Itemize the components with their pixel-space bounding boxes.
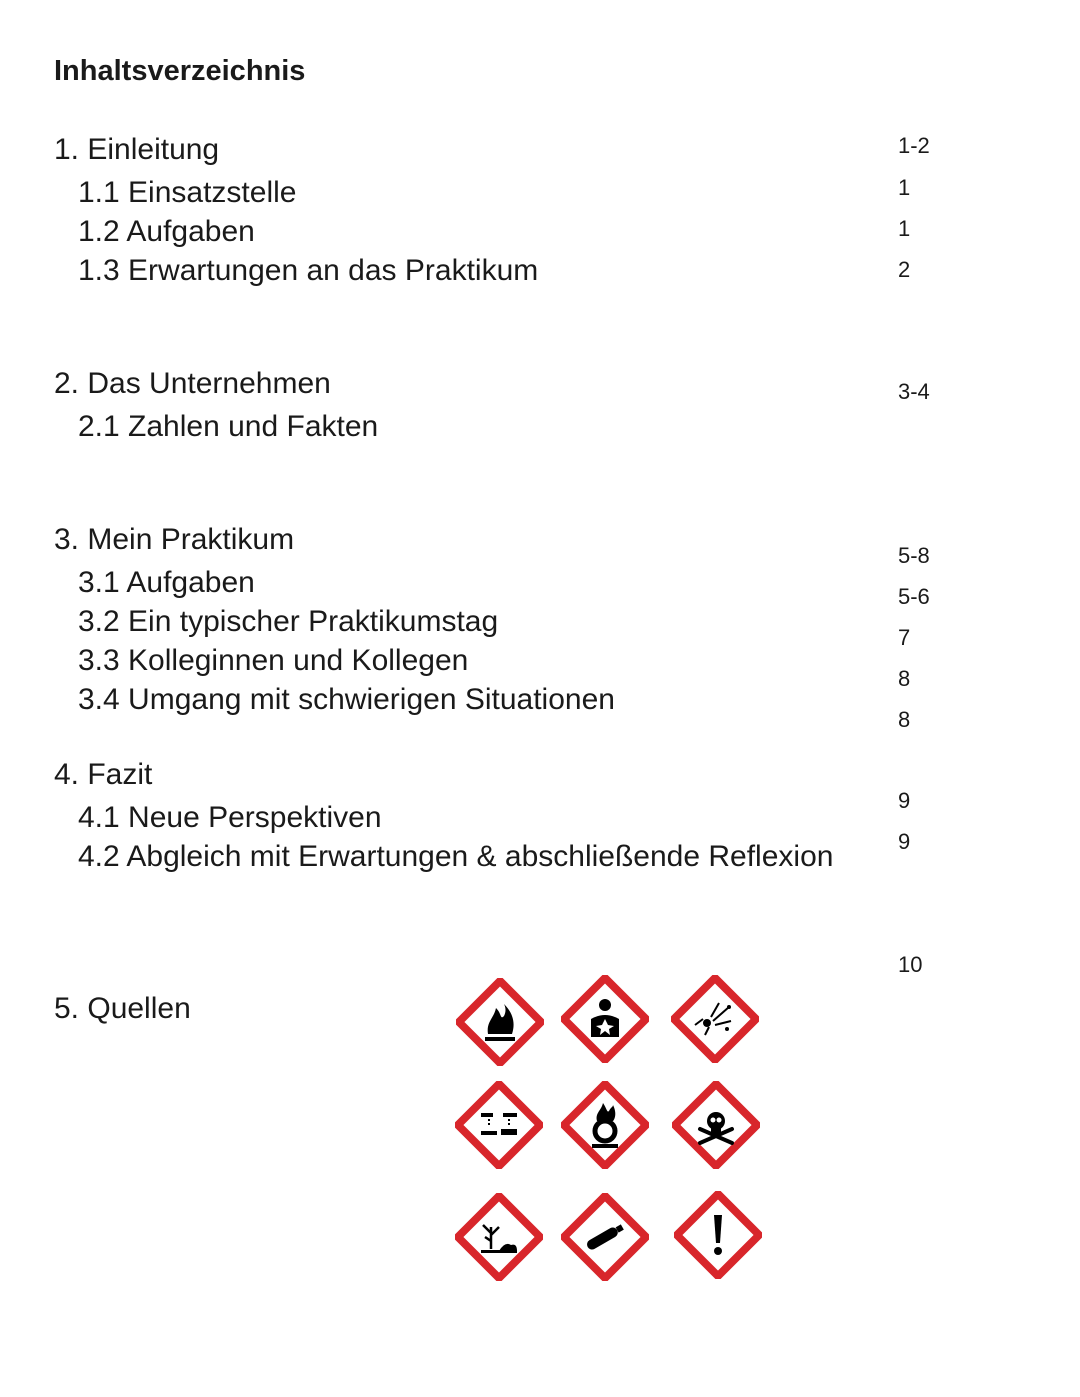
toc-page-1-3: 2 [898,257,911,282]
toc-section-3-3: 3.3 Kolleginnen und Kollegen [78,644,469,677]
toc-page-4-1: 9 [898,788,911,813]
toc-section-3-4: 3.4 Umgang mit schwierigen Situationen [78,683,615,716]
toc-page-4-2: 9 [898,829,911,854]
toc-page-1-2: 1 [898,216,911,241]
toc-chapter-1: 1. Einleitung [54,133,220,166]
toc-section-1-1: 1.1 Einsatzstelle [78,176,297,209]
toc-section-4-1: 4.1 Neue Perspektiven [78,801,382,834]
hazard-pictograms [450,965,770,1295]
toc-page-3-1: 5-6 [898,584,930,609]
toc-chapter-4: 4. Fazit [54,758,153,791]
toc-section-3-2: 3.2 Ein typischer Praktikumstag [78,605,499,638]
oxidizing-icon [564,1084,646,1166]
explosive-icon [674,978,756,1060]
toc-title: Inhaltsverzeichnis [54,55,306,87]
toc-section-1-2: 1.2 Aufgaben [78,215,255,248]
environment-icon [458,1196,540,1278]
health-hazard-icon [564,978,646,1060]
toc-section-3-1: 3.1 Aufgaben [78,566,255,599]
toc-page-chapter-3: 5-8 [898,543,930,568]
gas-cylinder-icon [564,1196,646,1278]
toc-chapter-3: 3. Mein Praktikum [54,523,295,556]
toc-section-1-3: 1.3 Erwartungen an das Praktikum [78,254,539,287]
toc-section-2-1: 2.1 Zahlen und Fakten [78,410,379,443]
toc-chapter-5: 5. Quellen [54,992,191,1025]
corrosive-icon [458,1084,540,1166]
toxic-icon [675,1084,757,1166]
toc-section-4-2: 4.2 Abgleich mit Erwartungen & abschließende Reflexion [78,840,834,873]
exclamation-icon [677,1194,759,1276]
toc-page-1-1: 1 [898,175,911,200]
toc-page-3-2: 7 [898,625,911,650]
toc-page-chapter-2: 3-4 [898,379,930,404]
toc-page-3-4: 8 [898,707,911,732]
toc-chapter-2: 2. Das Unternehmen [54,367,331,400]
toc-page-3-3: 8 [898,666,911,691]
toc-page-chapter-5: 10 [898,952,923,977]
flammable-icon [459,981,541,1063]
toc-page-chapter-1: 1-2 [898,133,930,158]
